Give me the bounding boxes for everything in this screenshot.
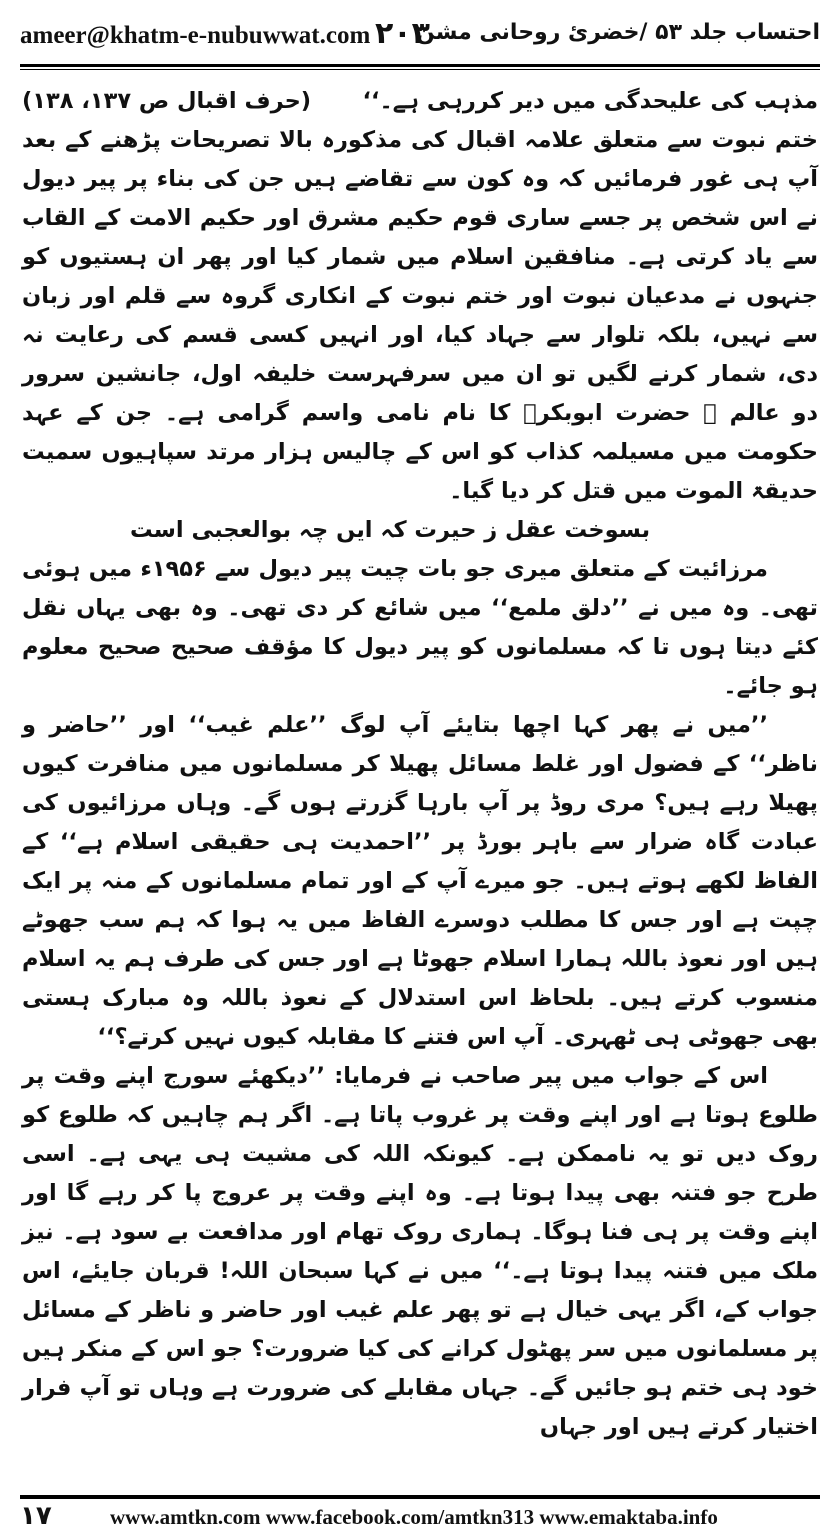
footer-websites: www.amtkn.com www.facebook.com/amtkn313 www.emaktaba.info xyxy=(110,1505,718,1529)
paragraph-3: ’’میں نے پھر کہا اچھا بتایئے آپ لوگ ’’علم غیب‘‘ اور ’’حاضر و ناظر‘‘ کے فضول اور غلط مسائل پھیلا کر مسلمانوں میں منافرت کیوں پھیلا رہے ہیں؟ مری روڈ پر آپ بارہا گزرتے ہوں گے۔ وہاں مرزائیوں کی عبادت گاہ ضرار سے باہر بورڈ پر ’’احمدیت ہی حقیقی اسلام ہے‘‘ کے الفاظ لکھے ہوتے ہیں۔ جو میرے آپ کے اور تمام مسلمانوں کے منہ پر ایک چپت ہے اور جس کا مطلب دوسرے الفاظ میں یہ ہوا کہ ہم سب جھوٹے ہیں اور نعوذ باللہ ہمارا اسلام جھوٹا ہے اور جس کی طرف ہم یہ اسلام منسوب کرتے ہیں۔ بلحاظ اس استدلال کے نعوذ باللہ وہ مبارک ہستی بھی جھوٹی ہی ٹھہری۔ آپ اس فتنے کا مقابلہ کیوں نہیں کرتے؟‘‘ xyxy=(22,712,818,1050)
reference-citation: (حرف اقبال ص ۱۳۷، ۱۳۸) xyxy=(22,88,312,114)
page-header xyxy=(20,14,820,58)
footer-sheet-number: ۱۷ xyxy=(20,1501,52,1531)
quote-end-text: مذہب کی علیحدگی میں دیر کررہی ہے۔‘‘ xyxy=(362,88,818,114)
header-title: احتساب جلد ۵۳ /خضریٔ روحانی مشن xyxy=(415,20,820,45)
footer-divider xyxy=(20,1495,820,1499)
persian-verse: بسوخت عقل ز حیرت کہ ایں چہ بوالعجبی است xyxy=(129,517,651,543)
paragraph-2: مرزائیت کے متعلق میری جو بات چیت پیر دیول سے ۱۹۵۶ء میں ہوئی تھی۔ وہ میں نے ’’دلق ملمع‘‘ میں شائع کر دی تھی۔ وہ بھی یہاں نقل کئے دیتا ہوں تا کہ مسلمانوں کو پیر دیول کا مؤقف صحیح صحیح معلوم ہو جائے۔ xyxy=(22,556,818,699)
body-text xyxy=(22,82,818,1482)
header-email: ameer@khatm-e-nubuwwat.com xyxy=(20,22,371,49)
header-page-number: ۲۰۳ xyxy=(375,16,430,51)
page-footer xyxy=(20,1495,820,1535)
paragraph-1: ختم نبوت سے متعلق علامہ اقبال کی مذکورہ بالا تصریحات پڑھنے کے بعد آپ ہی غور فرمائیں کہ وہ کون سے تقاضے ہیں جن کی بناء پر پیر دیول نے اس شخص پر جسے ساری قوم حکیم مشرق اور حکیم الامت کے القاب سے یاد کرتی ہے۔ منافقین اسلام میں شمار کیا اور پھر ان ہستیوں کو جنہوں نے مدعیان نبوت اور ختم نبوت کے انکاری گروہ سے قلم اور زبان سے نہیں، بلکہ تلوار سے جہاد کیا، اور انہیں کسی قسم کی رعایت نہ دی، شمار کرنے لگیں تو ان میں سرفہرست خلیفہ اول، جانشین سرور دو عالم ﷺ حضرت ابوبکرؓ کا نام نامی واسم گرامی ہے۔ جن کے عہد حکومت میں مسیلمہ کذاب کو اس کے چالیس ہزار مرتد سپاہیوں سمیت حدیقۃ الموت میں قتل کر دیا گیا۔ xyxy=(22,127,818,504)
paragraph-4: اس کے جواب میں پیر صاحب نے فرمایا: ’’دیکھئے سورج اپنے وقت پر طلوع ہوتا ہے اور اپنے وقت پر غروب پاتا ہے۔ اگر ہم چاہیں کہ طلوع کو روک دیں تو یہ ناممکن ہے۔ کیونکہ اللہ کی مشیت ہی یہی ہے۔ اسی طرح جو فتنہ بھی پیدا ہوتا ہے۔ وہ اپنے وقت پر عروج پا کر رہے گا اور اپنے وقت پر ہی فنا ہوگا۔ ہماری روک تھام اور مدافعت بے سود ہے۔ نیز ملک میں فتنہ پیدا ہوتا ہے۔‘‘ میں نے کہا سبحان اللہ! قربان جایئے، اس جواب کے، اگر یہی خیال ہے تو پھر علم غیب اور حاضر و ناظر کے مسائل پر مسلمانوں میں سر پھٹول کرانے کی کیا ضرورت؟ جو اس کے منکر ہیں خود ہی ختم ہو جائیں گے۔ جہاں مقابلے کی ضرورت ہے وہاں تو آپ فرار اختیار کرتے ہیں اور جہاں xyxy=(22,1063,818,1440)
quote-end-line xyxy=(22,82,818,121)
header-divider xyxy=(20,64,820,70)
